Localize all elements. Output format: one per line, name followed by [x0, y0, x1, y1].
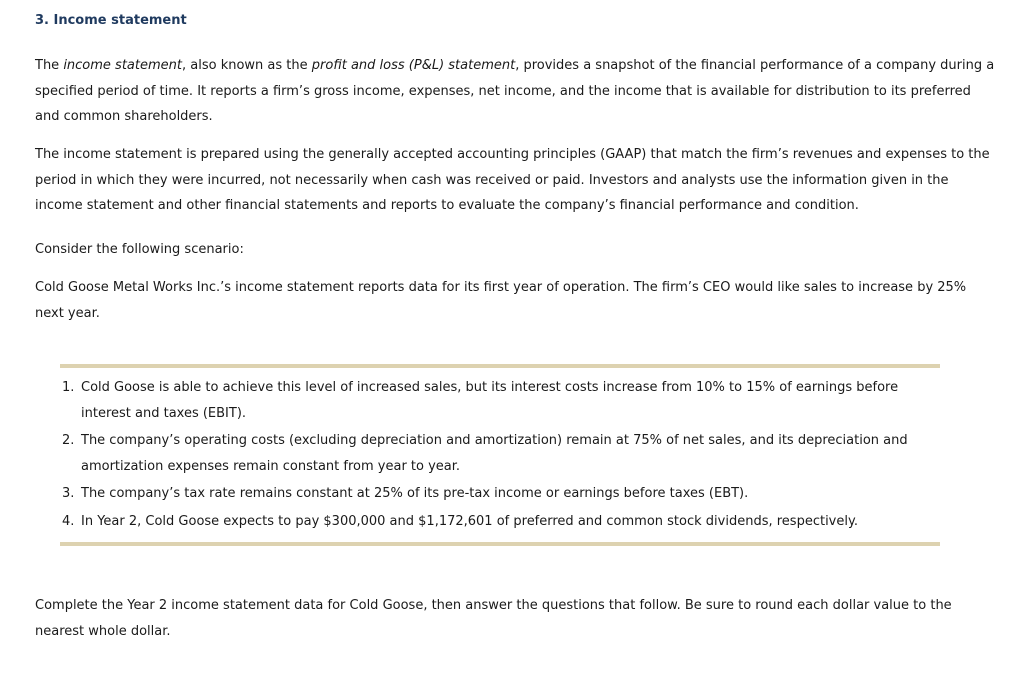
assumption-number: 4.	[62, 513, 75, 529]
assumption-text: In Year 2, Cold Goose expects to pay $300,000 and $1,172,601 of preferred and common stock dividends, respectively.	[81, 513, 858, 529]
assumption-text: Cold Goose is able to achieve this level of increased sales, but its interest costs increase from 10% to 15% of earnings before interest and taxes (EBIT).	[81, 380, 899, 421]
assumption-number: 1.	[62, 380, 75, 395]
assumption-item	[60, 509, 920, 535]
intro-text-3: , provides a snapshot of the financial performance of a company during a specified period of time. It reports a firm’s gross income, expenses, net income, and the income that is available for distribution to its preferred and common shareholders.	[35, 58, 995, 124]
pl-statement-term: profit and loss (P&L) statement	[311, 58, 516, 73]
scenario-paragraph: Cold Goose Metal Works Inc.’s income statement reports data for its first year of operation. The firm’s CEO would like sales to increase by 25% next year.	[35, 280, 967, 321]
gaap-paragraph: The income statement is prepared using the generally accepted accounting principles (GAAP) that match the firm’s revenues and expenses to the period in which they were incurred, not necessarily when cash was received or paid. Investors and analysts use the information given in the income statement and other financial statements and reports to evaluate the company’s financial performance and condition.	[35, 147, 990, 213]
assumption-item	[60, 481, 920, 507]
scenario-lead: Consider the following scenario:	[35, 242, 244, 257]
assumption-text: The company’s operating costs (excluding depreciation and amortization) remain at 75% of net sales, and its depreciation and amortization expenses remain constant from year to year.	[81, 433, 908, 474]
section-title: 3. Income statement	[35, 13, 187, 28]
assumptions-list	[60, 375, 920, 536]
intro-text-2: , also known as the	[182, 58, 312, 73]
assumption-item	[60, 375, 920, 426]
assumption-number: 3.	[62, 486, 75, 501]
top-divider	[60, 364, 940, 368]
assumption-number: 2.	[62, 433, 75, 448]
income-statement-term: income statement	[63, 58, 182, 73]
instructions-paragraph: Complete the Year 2 income statement data for Cold Goose, then answer the questions that follow. Be sure to round each dollar value to the nearest whole dollar.	[35, 598, 952, 639]
assumption-text: The company’s tax rate remains constant at 25% of its pre-tax income or earnings before taxes (EBT).	[81, 486, 749, 501]
intro-paragraph	[35, 53, 997, 130]
bottom-divider	[60, 542, 940, 546]
intro-text-1: The	[35, 58, 64, 73]
assumption-item	[60, 428, 920, 479]
